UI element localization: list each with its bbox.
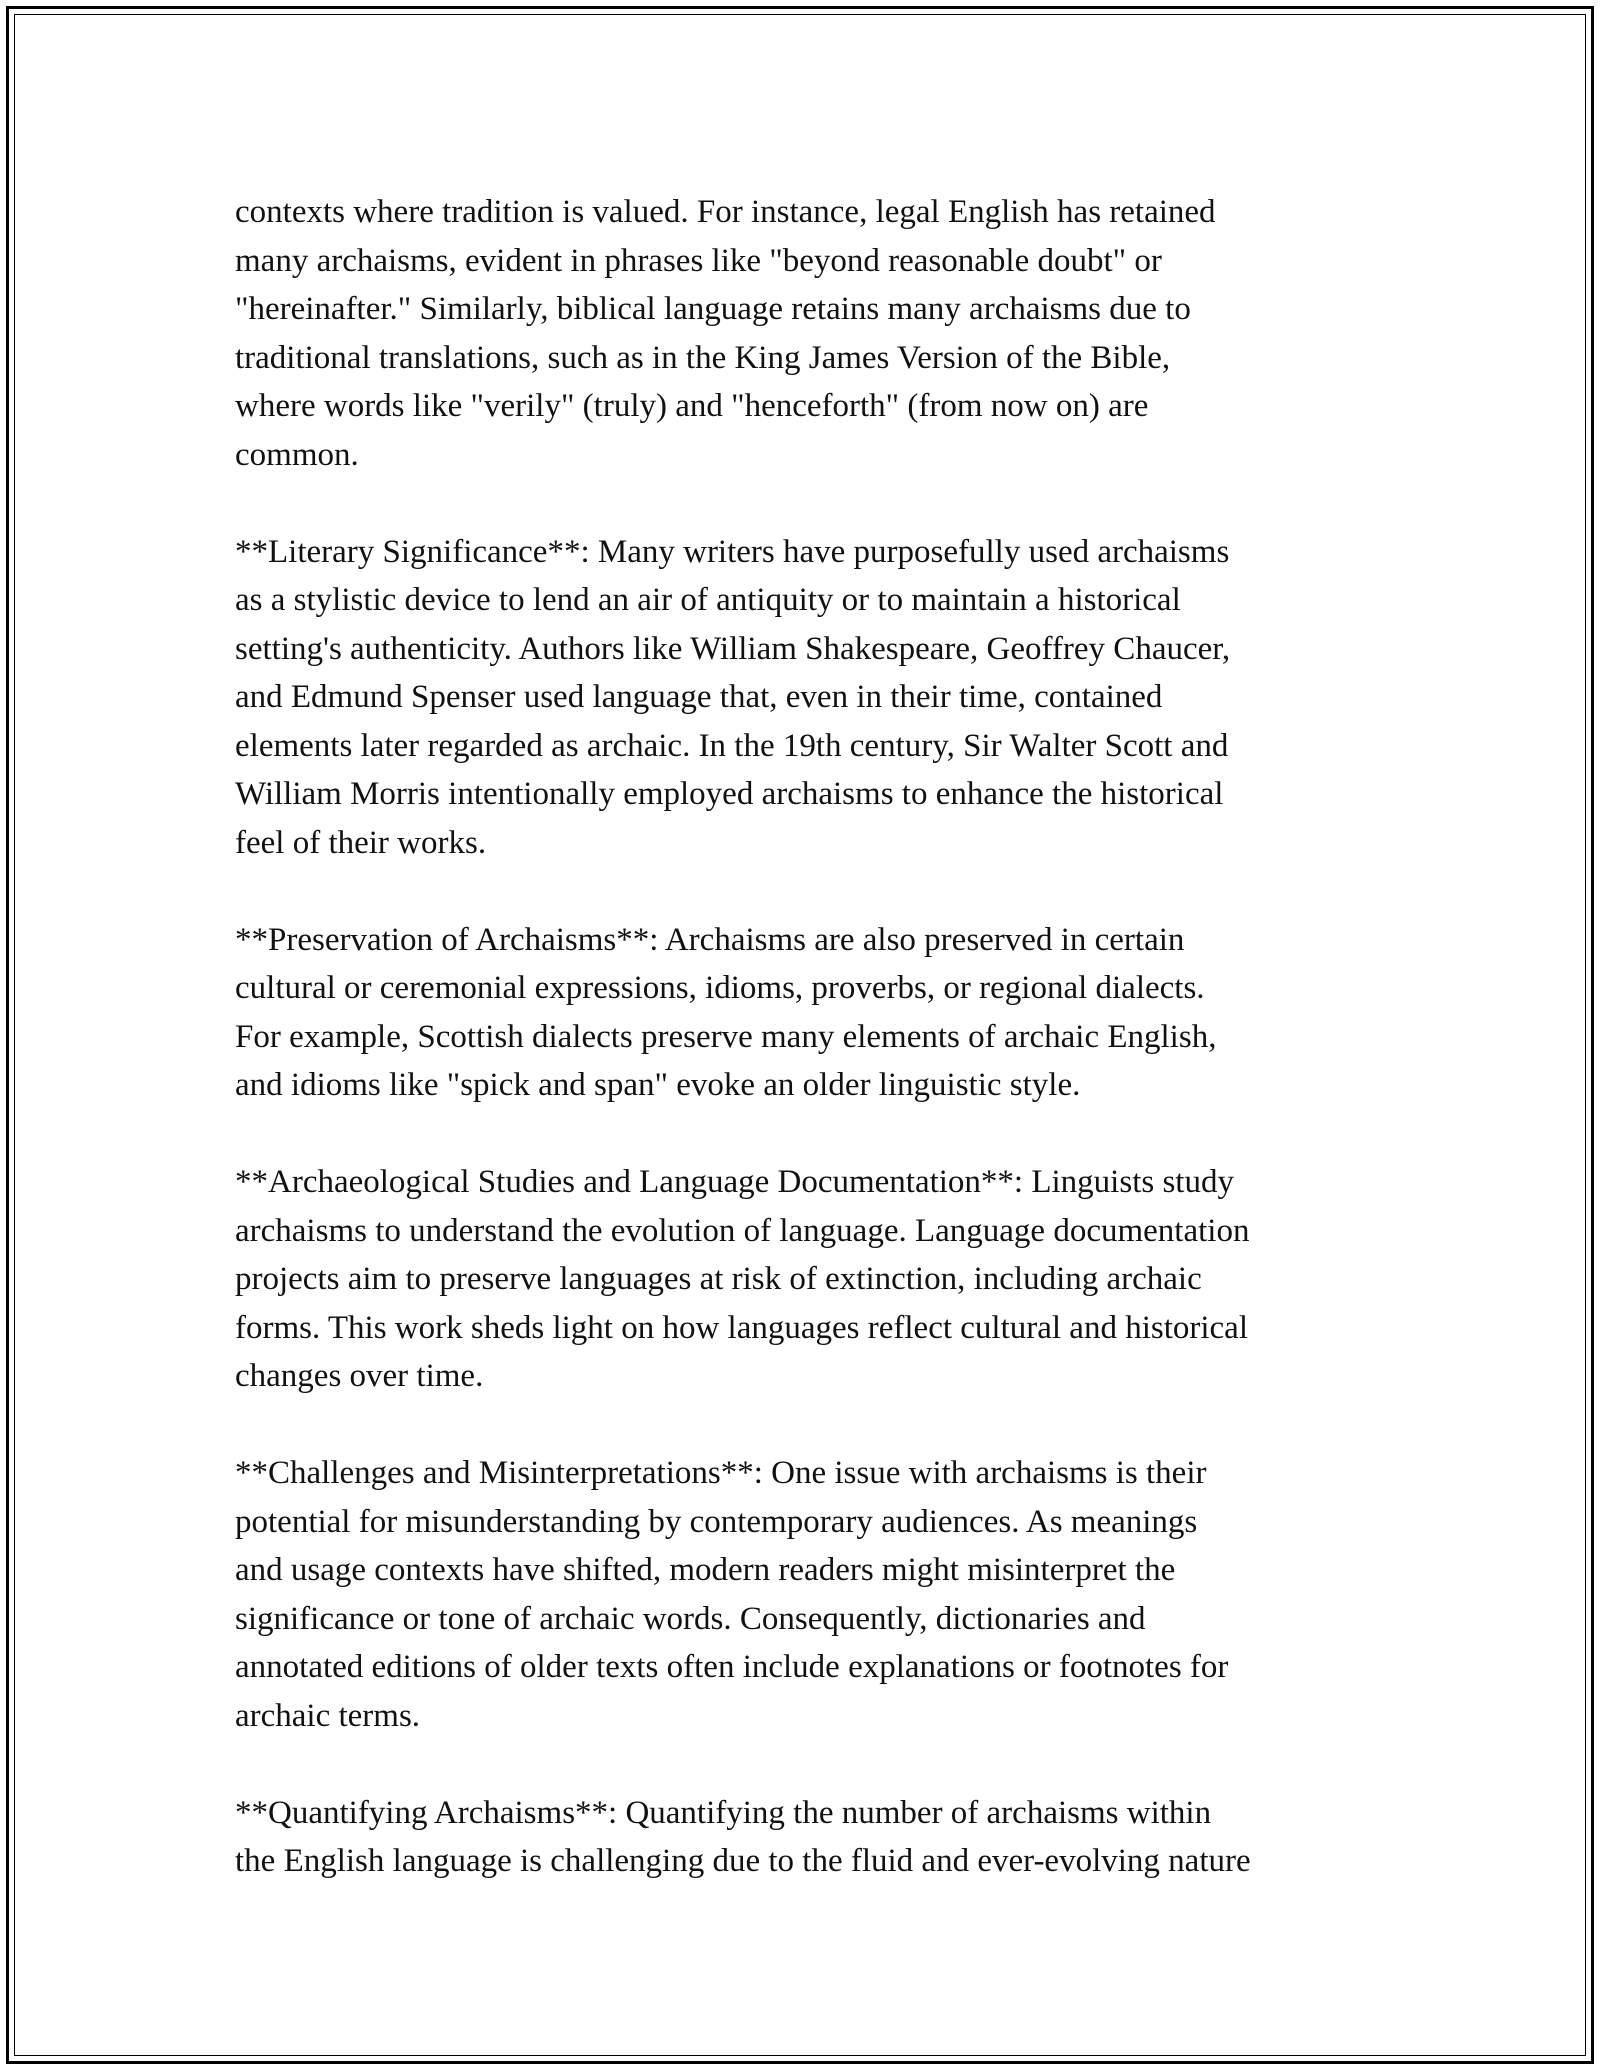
text-line: common.	[235, 436, 359, 473]
text-line: elements later regarded as archaic. In the 19th century, Sir Walter Scott and	[235, 727, 1229, 764]
text-line: William Morris intentionally employed archaisms to enhance the historical	[235, 776, 1224, 812]
text-line: where words like "verily" (truly) and "henceforth" (from now on) are	[235, 388, 1149, 424]
paragraph-challenges-misinterpretations	[235, 1449, 1375, 1740]
text-line: significance or tone of archaic words. Consequently, dictionaries and	[235, 1600, 1146, 1637]
text-line: contexts where tradition is valued. For instance, legal English has retained	[235, 194, 1216, 230]
text-line: changes over time.	[235, 1358, 484, 1394]
text-line: forms. This work sheds light on how languages reflect cultural and historical	[235, 1309, 1248, 1346]
paragraph-tradition-contexts	[235, 188, 1375, 479]
text-line: projects aim to preserve languages at risk of extinction, including archaic	[235, 1261, 1202, 1297]
text-line: setting's authenticity. Authors like William Shakespeare, Geoffrey Chaucer,	[235, 630, 1231, 667]
text-line: and usage contexts have shifted, modern readers might misinterpret the	[235, 1552, 1176, 1588]
text-line: For example, Scottish dialects preserve many elements of archaic English,	[235, 1018, 1217, 1055]
text-line: **Literary Significance**: Many writers have purposefully used archaisms	[235, 533, 1230, 570]
text-line: "hereinafter." Similarly, biblical language retains many archaisms due to	[235, 291, 1191, 327]
text-line: annotated editions of older texts often include explanations or footnotes for	[235, 1649, 1229, 1685]
text-line: and idioms like "spick and span" evoke an older linguistic style.	[235, 1067, 1081, 1103]
paragraph-preservation-of-archaisms	[235, 916, 1375, 1110]
text-line: potential for misunderstanding by contemporary audiences. As meanings	[235, 1503, 1198, 1540]
text-line: **Preservation of Archaisms**: Archaisms are also preserved in certain	[235, 921, 1185, 958]
text-line: and Edmund Spenser used language that, even in their time, contained	[235, 679, 1163, 715]
text-line: feel of their works.	[235, 824, 487, 861]
text-line: cultural or ceremonial expressions, idioms, proverbs, or regional dialects.	[235, 970, 1205, 1006]
paragraph-quantifying-archaisms	[235, 1789, 1375, 1886]
paragraph-literary-significance	[235, 528, 1375, 868]
text-line: many archaisms, evident in phrases like "beyond reasonable doubt" or	[235, 242, 1162, 279]
paragraph-archaeological-studies	[235, 1158, 1375, 1401]
text-line: **Quantifying Archaisms**: Quantifying the number of archaisms within	[235, 1794, 1212, 1831]
document-body	[235, 188, 1375, 1886]
text-line: the English language is challenging due to the fluid and ever-evolving nature	[235, 1843, 1251, 1879]
text-line: as a stylistic device to lend an air of antiquity or to maintain a historical	[235, 582, 1181, 618]
text-line: archaisms to understand the evolution of language. Language documentation	[235, 1212, 1250, 1249]
text-line: **Challenges and Misinterpretations**: One issue with archaisms is their	[235, 1455, 1207, 1491]
text-line: **Archaeological Studies and Language Documentation**: Linguists study	[235, 1164, 1234, 1200]
text-line: archaic terms.	[235, 1697, 421, 1734]
text-line: traditional translations, such as in the King James Version of the Bible,	[235, 339, 1171, 376]
